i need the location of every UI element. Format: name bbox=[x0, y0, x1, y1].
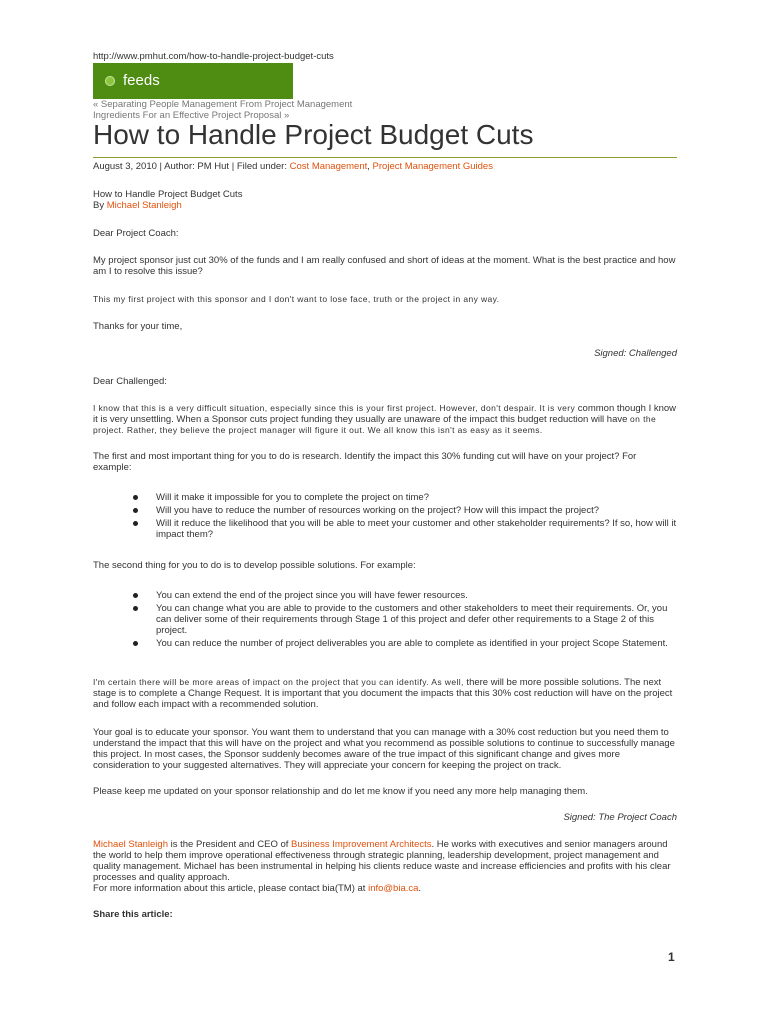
category-link-cost-management[interactable]: Cost Management bbox=[289, 161, 368, 172]
title-divider bbox=[93, 157, 677, 158]
feeds-label: feeds bbox=[123, 72, 160, 89]
contact-text: For more information about this article, please contact bia(TM) at bbox=[93, 883, 369, 894]
company-link[interactable]: Business Improvement Architects bbox=[291, 839, 432, 850]
answer-part-3: on the project. Rather, they believe the project manager will figure it out. We all know this isn't as easy as it seems. bbox=[93, 414, 657, 435]
rss-icon bbox=[105, 76, 115, 86]
certain-part-2: there will be more possible solutions. The next stage is to complete a Change Request. It is important that you document the impacts that this 30% cost reduction will have on the project and follow each impact with a recommended solution. bbox=[93, 677, 673, 710]
feeds-button[interactable] bbox=[93, 63, 293, 99]
answer-paragraph bbox=[93, 403, 677, 436]
author-bio bbox=[93, 839, 677, 894]
question-paragraph: My project sponsor just cut 30% of the funds and I am really confused and short of ideas at the moment. What is the best practice and how am I to resolve this issue? bbox=[93, 255, 676, 277]
byline-prefix: By bbox=[93, 200, 107, 211]
subtitle-text: How to Handle Project Budget Cuts bbox=[93, 189, 243, 200]
research-intro: The first and most important thing for you to do is research. Identify the impact this 30% funding cut will have on your project? For example: bbox=[93, 451, 637, 473]
bio-text: is the President and CEO of bbox=[168, 839, 292, 850]
thanks-line: Thanks for your time, bbox=[93, 321, 183, 332]
list-item: Will you have to reduce the number of resources working on the project? How will this impact the project? bbox=[93, 505, 677, 516]
research-questions-list bbox=[93, 492, 677, 542]
list-item: Will it reduce the likelihood that you will be able to meet your customer and other stakeholder requirements? If so, how will it impact them? bbox=[93, 518, 677, 540]
category-link-pm-guides[interactable]: Project Management Guides bbox=[372, 161, 493, 172]
signature-challenged: Signed: Challenged bbox=[594, 348, 677, 359]
signature-coach: Signed: The Project Coach bbox=[563, 812, 677, 823]
answer-part-1: I know that this is a very difficult situation, especially since this is your first project. However, don't despair. It is very bbox=[93, 403, 576, 413]
list-item: Will it make it impossible for you to complete the project on time? bbox=[93, 492, 677, 503]
page-number: 1 bbox=[668, 950, 675, 964]
article-meta bbox=[93, 161, 493, 172]
solutions-intro: The second thing for you to do is to develop possible solutions. For example: bbox=[93, 560, 416, 571]
question-followup: This my first project with this sponsor and I don't want to lose face, truth or the project in any way. bbox=[93, 294, 500, 304]
previous-article-link[interactable]: « Separating People Management From Project Management bbox=[93, 99, 353, 110]
list-item: You can change what you are able to provide to the customers and other stakeholders to meet their requirements. Or, you can deliver some of their requirements through Stage 1 of this project and defer other requirements to a Stage 2 of this project. bbox=[93, 603, 677, 636]
article-title: How to Handle Project Budget Cuts bbox=[93, 119, 534, 150]
contact-suffix: . bbox=[418, 883, 422, 894]
list-item: You can extend the end of the project since you will have fewer resources. bbox=[93, 590, 677, 601]
email-link[interactable]: info@bia.ca bbox=[368, 883, 419, 894]
change-request-paragraph bbox=[93, 677, 677, 710]
goal-paragraph: Your goal is to educate your sponsor. You want them to understand that you can manage with a 30% cost reduction but you need them to understand the impact that this will have on the project and what you recommend as possible solutions to continue to successfully manage this project. In most cases, the Sponsor suddenly becomes aware of the true impact of this significant change and gives more consideration to your suggested alternatives. They will appreciate your concern for keeping the project on track. bbox=[93, 727, 675, 771]
greeting-challenged: Dear Challenged: bbox=[93, 376, 167, 387]
author-link[interactable]: Michael Stanleigh bbox=[106, 200, 182, 211]
source-url[interactable]: http://www.pmhut.com/how-to-handle-project-budget-cuts bbox=[93, 51, 334, 62]
updates-paragraph: Please keep me updated on your sponsor relationship and do let me know if you need any more help managing them. bbox=[93, 786, 588, 797]
answer-part-2: common though I know it is very unsettling. When a Sponsor cuts project funding they usually are unaware of the impact this budget reduction will have bbox=[93, 403, 677, 425]
certain-part-1: I'm certain there will be more areas of impact on the project that you can identify. As well, bbox=[93, 677, 464, 687]
bio-author-link[interactable]: Michael Stanleigh bbox=[93, 839, 168, 850]
solutions-list bbox=[93, 590, 677, 651]
share-heading: Share this article: bbox=[93, 909, 173, 920]
greeting-coach: Dear Project Coach: bbox=[93, 228, 179, 239]
next-article-link[interactable]: Ingredients For an Effective Project Proposal » bbox=[93, 110, 290, 121]
meta-separator: , bbox=[367, 161, 373, 172]
list-item: You can reduce the number of project deliverables you are able to complete as identified in your project Scope Statement. bbox=[93, 638, 677, 649]
article-subtitle bbox=[93, 189, 677, 211]
meta-text: August 3, 2010 | Author: PM Hut | Filed under: bbox=[93, 161, 290, 172]
bio-text: . He works with executives and senior managers around the world to help them improve operational effectiveness through strategic planning, leadership development, project management and quality management. Michael has been instrumental in helping his clients reduce waste and increase efficiencies and profits with his clear processes and quality approach. bbox=[93, 839, 671, 883]
